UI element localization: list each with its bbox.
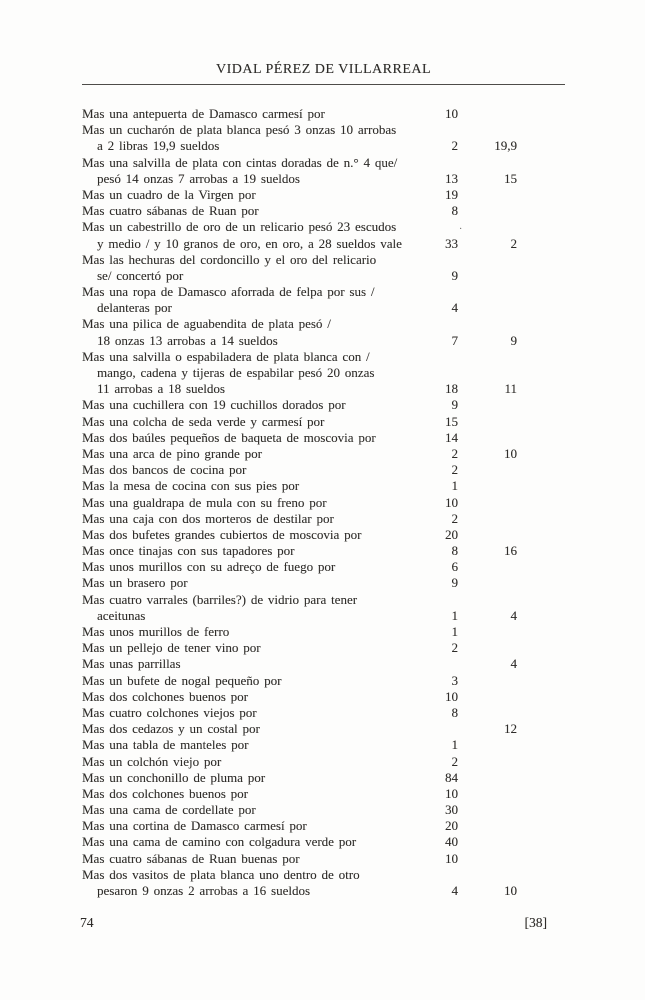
inventory-line (82, 786, 517, 802)
item-value-col2: 10 (504, 445, 517, 461)
item-text-continuation: y medio / y 10 granos de oro, en oro, a 28 sueldos vale (97, 235, 402, 251)
item-text: Mas dos cedazos y un costal por (82, 721, 260, 737)
inventory-line (82, 365, 517, 381)
item-value-col1: 1 (451, 478, 458, 494)
item-text: Mas cuatro varrales (barriles?) de vidrio para tener (82, 591, 358, 607)
item-text-continuation: aceitunas (97, 607, 146, 623)
inventory-line (82, 511, 517, 527)
item-value-col1: 6 (451, 559, 458, 575)
inventory-line (82, 770, 517, 786)
item-value-col1: 84 (445, 769, 458, 785)
inventory-line (82, 381, 517, 397)
item-value-col1: 15 (445, 413, 458, 429)
item-value-col2: 4 (510, 656, 517, 672)
inventory-line (82, 462, 517, 478)
item-value-col1: 2 (451, 138, 458, 154)
item-text-continuation: pesó 14 onzas 7 arrobas a 19 sueldos (97, 170, 300, 186)
item-text: Mas cuatro colchones viejos por (82, 704, 257, 720)
item-text-continuation: 18 onzas 13 arrobas a 14 sueldos (97, 332, 278, 348)
inventory-line (82, 754, 517, 770)
inventory-line (82, 397, 517, 413)
inventory-line (82, 236, 517, 252)
item-value-col1: 9 (451, 267, 458, 283)
item-text: Mas un cuadro de la Virgen por (82, 186, 256, 202)
inventory-line (82, 834, 517, 850)
inventory-line (82, 430, 517, 446)
item-value-col2: 11 (504, 381, 517, 397)
item-text-continuation: mango, cadena y tijeras de espabilar pesó 20 onzas (97, 365, 375, 380)
inventory-line (82, 446, 517, 462)
item-text-continuation: 11 arrobas a 18 sueldos (97, 381, 225, 397)
inventory-line (82, 818, 517, 834)
inventory-line (82, 252, 517, 268)
item-value-col1: 2 (451, 445, 458, 461)
item-value-col1: 10 (445, 106, 458, 121)
inventory-line (82, 673, 517, 689)
item-value-col1: 10 (445, 494, 458, 510)
inventory-line (82, 155, 517, 171)
item-value-col2: 4 (510, 607, 517, 623)
inventory-line (82, 349, 517, 365)
item-value-col1: 10 (445, 850, 458, 866)
item-text: Mas unas parrillas (82, 656, 181, 672)
item-value-col1: 20 (445, 526, 458, 542)
inventory-line (82, 284, 517, 300)
item-text-continuation: pesaron 9 onzas 2 arrobas a 16 sueldos (97, 883, 311, 898)
item-text: Mas una ropa de Damasco aforrada de felpa por sus / (82, 284, 375, 300)
item-text: Mas una cuchillera con 19 cuchillos dorados por (82, 397, 346, 413)
item-value-col2: 12 (504, 721, 517, 737)
item-value-col1: 18 (445, 381, 458, 397)
item-value-col2: 16 (504, 543, 517, 559)
inventory-line (82, 527, 517, 543)
item-value-col2: 9 (510, 332, 517, 348)
item-text-continuation: delanteras por (97, 300, 172, 316)
item-text: Mas una cortina de Damasco carmesí por (82, 818, 307, 834)
inventory-line (82, 268, 517, 284)
item-text: Mas cuatro sábanas de Ruan por (82, 203, 259, 219)
item-text: Mas un conchonillo de pluma por (82, 769, 266, 785)
item-text-continuation: se/ concertó por (97, 267, 184, 283)
item-text: Mas dos bancos de cocina por (82, 462, 247, 478)
item-value-col1: 40 (445, 834, 458, 850)
inventory-line (82, 300, 517, 316)
item-text: Mas una salvilla o espabiladera de plata blanca con / (82, 348, 370, 364)
inventory-line (82, 867, 517, 883)
item-text: Mas una cama de cordellate por (82, 802, 256, 818)
page-footer (80, 915, 565, 931)
item-value-col1: 2 (451, 510, 458, 526)
item-value-col1: 4 (451, 300, 458, 316)
item-value-col2: 15 (504, 170, 517, 186)
item-text: Mas una colcha de seda verde y carmesí por (82, 413, 325, 429)
item-text: Mas dos colchones buenos por (82, 785, 248, 801)
item-text: Mas un colchón viejo por (82, 753, 222, 769)
inventory-line (82, 592, 517, 608)
item-value-col1: 14 (445, 429, 458, 445)
inventory-line (82, 802, 517, 818)
item-text: Mas una salvilla de plata con cintas doradas de n.° 4 que/ (82, 154, 398, 170)
item-text: Mas dos baúles pequeños de baqueta de moscovia por (82, 429, 376, 445)
inventory-line (82, 705, 517, 721)
item-value-col1: 13 (445, 170, 458, 186)
inventory-line (82, 495, 517, 511)
item-text: Mas un cabestrillo de oro de un relicario pesó 23 escudos (82, 219, 397, 235)
item-text: Mas un cucharón de plata blanca pesó 3 onzas 10 arrobas (82, 122, 397, 138)
item-text: Mas la mesa de cocina con sus pies por (82, 478, 300, 494)
item-value-col1: 2 (451, 640, 458, 656)
item-value-col1: 2 (451, 753, 458, 769)
inventory-line (82, 171, 517, 187)
item-text: Mas un brasero por (82, 575, 188, 591)
page-number: 74 (80, 915, 94, 930)
item-value-col1: 3 (451, 672, 458, 688)
inventory-line (82, 851, 517, 867)
item-value-col1: 8 (451, 203, 458, 219)
inventory-line (82, 575, 517, 591)
inventory-line (82, 656, 517, 672)
item-value-col1: 1 (451, 624, 458, 639)
inventory-line (82, 689, 517, 705)
inventory-line (82, 543, 517, 559)
item-value-col1: 10 (445, 688, 458, 704)
item-value-col2: 19,9 (494, 138, 517, 154)
item-text: Mas dos vasitos de plata blanca uno dentro de otro (82, 866, 360, 882)
inventory-line (82, 106, 517, 122)
running-header: VIDAL PÉREZ DE VILLARREAL (215, 62, 432, 77)
item-text: Mas once tinajas con sus tapadores por (82, 543, 295, 559)
item-text: Mas dos colchones buenos por (82, 688, 248, 704)
item-text: Mas unos murillos con su adreço de fuego por (82, 559, 336, 575)
header-rule (82, 84, 565, 85)
item-text: Mas un bufete de nogal pequeño por (82, 672, 282, 688)
inventory-line (82, 333, 517, 349)
item-value-col1: 9 (451, 397, 458, 413)
inventory-list (82, 106, 517, 899)
item-text: Mas cuatro sábanas de Ruan buenas por (82, 850, 300, 866)
item-value-col2: 2 (510, 235, 517, 251)
item-value-col1: 4 (451, 883, 458, 898)
item-text: Mas una gualdrapa de mula con su freno por (82, 494, 327, 510)
item-text: Mas una caja con dos morteros de destilar por (82, 510, 334, 526)
inventory-line (82, 122, 517, 138)
item-value-col2: 10 (504, 883, 517, 898)
scan-artifact-dot: · (459, 224, 463, 235)
inventory-line (82, 414, 517, 430)
item-text: Mas una antepuerta de Damasco carmesí por (82, 106, 325, 121)
item-text: Mas las hechuras del cordoncillo y el oro del relicario (82, 251, 377, 267)
item-value-col1: 8 (451, 704, 458, 720)
inventory-line (82, 640, 517, 656)
inventory-line (82, 203, 517, 219)
item-value-col1: 19 (445, 186, 458, 202)
inventory-line (82, 316, 517, 332)
item-text-continuation: a 2 libras 19,9 sueldos (97, 138, 220, 154)
inventory-line (82, 478, 517, 494)
inventory-line (82, 187, 517, 203)
inventory-line (82, 138, 517, 154)
inventory-line (82, 608, 517, 624)
item-text: Mas una arca de pino grande por (82, 445, 262, 461)
document-number: [38] (524, 915, 547, 930)
item-value-col1: 7 (451, 332, 458, 348)
item-text: Mas una pilica de aguabendita de plata pesó / (82, 316, 331, 332)
item-value-col1: 30 (445, 802, 458, 818)
item-value-col1: 9 (451, 575, 458, 591)
item-value-col1: 2 (451, 462, 458, 478)
inventory-line (82, 559, 517, 575)
item-text: Mas una cama de camino con colgadura verde por (82, 834, 357, 850)
item-value-col1: 10 (445, 785, 458, 801)
item-value-col1: 1 (451, 607, 458, 623)
item-value-col1: 33 (445, 235, 458, 251)
item-text: Mas dos bufetes grandes cubiertos de moscovia por (82, 526, 362, 542)
inventory-line (82, 624, 517, 640)
item-text: Mas un pellejo de tener vino por (82, 640, 261, 656)
inventory-line (82, 737, 517, 753)
item-value-col1: 8 (451, 543, 458, 559)
inventory-line (82, 883, 517, 899)
item-text: Mas unos murillos de ferro (82, 624, 230, 639)
inventory-line (82, 721, 517, 737)
item-text: Mas una tabla de manteles por (82, 737, 249, 753)
item-value-col1: 1 (451, 737, 458, 753)
item-value-col1: 20 (445, 818, 458, 834)
inventory-line (82, 219, 517, 235)
